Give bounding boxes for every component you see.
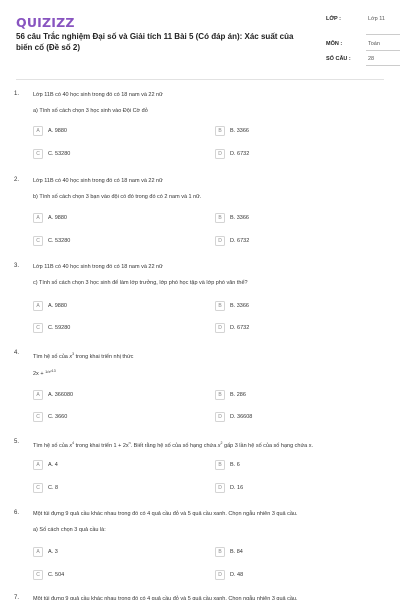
option-b[interactable] — [215, 460, 355, 470]
math-expression — [33, 369, 388, 377]
question-text-part: trong khai triển nhị thức — [74, 353, 134, 360]
info-class-value: Lớp 11 — [368, 16, 385, 22]
question-number: 6. — [14, 510, 20, 516]
option-b-text: B. 84 — [230, 548, 243, 555]
option-d-checkbox[interactable]: D — [215, 149, 225, 159]
question-text: Lớp 11B có 40 học sinh trong đó có 18 nam và 22 nữ — [33, 178, 163, 184]
option-d-checkbox[interactable]: D — [215, 570, 225, 580]
option-c[interactable] — [33, 236, 173, 246]
question-text-part: gấp 3 lần hệ số của số hạng chứa x. — [222, 442, 314, 449]
option-d-checkbox[interactable]: D — [215, 483, 225, 493]
question-text: Lớp 11B có 40 học sinh trong đó có 18 nam và 22 nữ — [33, 264, 163, 270]
option-d[interactable] — [215, 236, 355, 246]
math-variable: x — [217, 442, 221, 449]
math-expression: 1 + 2x — [113, 442, 129, 449]
option-b-text: B. 3366 — [230, 214, 249, 221]
math-exponent: n — [128, 441, 131, 445]
option-c-checkbox[interactable]: C — [33, 483, 43, 493]
question-text-part: . Biết rằng hệ số của số hạng chứa — [130, 442, 218, 449]
option-a-text: A. 9880 — [48, 214, 67, 221]
option-b-checkbox[interactable]: B — [215, 460, 225, 470]
option-b-text: B. 6 — [230, 461, 240, 468]
question-subtext: c) Tính số cách chọn 3 học sinh để làm lớp trưởng, lớp phó học tập và lớp phó văn thể? — [33, 280, 248, 286]
option-c[interactable] — [33, 412, 173, 422]
math-exponent: 13 — [51, 369, 56, 374]
option-c[interactable] — [33, 149, 173, 159]
option-d-text: D. 6732 — [230, 324, 250, 331]
option-a-text: A. 9880 — [48, 127, 67, 134]
option-a-text: A. 4 — [48, 461, 58, 468]
math-exponent: 3 — [72, 352, 75, 356]
option-b[interactable] — [215, 301, 355, 311]
option-d[interactable] — [215, 412, 355, 422]
option-a-checkbox[interactable]: A — [33, 390, 43, 400]
math-exponent: 4 — [72, 441, 75, 445]
option-b-checkbox[interactable]: B — [215, 126, 225, 136]
option-b-text: B. 286 — [230, 391, 246, 398]
option-c-checkbox[interactable]: C — [33, 149, 43, 159]
math-fraction: 1/x² — [45, 369, 52, 374]
header-divider — [16, 79, 384, 80]
option-a-text: A. 9880 — [48, 302, 67, 309]
math-variable: x — [69, 442, 73, 449]
option-c-text: C. 3660 — [48, 413, 68, 420]
question-subtext: a) Số cách chọn 3 quả cầu là: — [33, 527, 106, 533]
worksheet-header — [0, 0, 400, 70]
option-c-checkbox[interactable]: C — [33, 570, 43, 580]
option-d-text: D. 36608 — [230, 413, 253, 420]
option-d[interactable] — [215, 483, 355, 493]
option-d[interactable] — [215, 149, 355, 159]
option-c-text: C. 8 — [48, 484, 59, 491]
question-number: 1. — [14, 91, 20, 97]
option-c-checkbox[interactable]: C — [33, 412, 43, 422]
math-variable: x — [69, 353, 73, 360]
option-d-text: D. 16 — [230, 484, 244, 491]
option-a-text: A. 366080 — [48, 391, 74, 398]
math-exponent: 2 — [220, 441, 223, 445]
question-number: 3. — [14, 263, 20, 269]
option-b-checkbox[interactable]: B — [215, 390, 225, 400]
question-text: Một túi đựng 9 quả cầu khác nhau trong đó có 4 quả cầu đỏ và 5 quả cầu xanh. Chọn ngẫu nhiên 3 quả cầu. — [33, 596, 298, 600]
question-text-part: Tìm hệ số của — [33, 353, 70, 360]
option-d-text: D. 48 — [230, 571, 244, 578]
option-b[interactable] — [215, 547, 355, 557]
option-a-text: A. 3 — [48, 548, 58, 555]
math-expression-base: 2x + — [33, 371, 46, 377]
option-d-text: D. 6732 — [230, 237, 250, 244]
question-text-part: Tìm hệ số của — [33, 442, 70, 449]
info-class-line — [366, 34, 400, 35]
info-count-label: SỐ CÂU : — [326, 56, 351, 62]
option-d-text: D. 6732 — [230, 150, 250, 157]
question-number: 2. — [14, 177, 20, 183]
info-count-value: 28 — [368, 56, 375, 62]
option-b[interactable] — [215, 213, 355, 223]
option-a-checkbox[interactable]: A — [33, 126, 43, 136]
question-text — [33, 439, 388, 450]
quizizz-logo: QUIZIZZ — [16, 15, 75, 30]
info-subject-line — [366, 50, 400, 51]
question-text-part: trong khai triển — [74, 442, 114, 449]
option-a[interactable] — [33, 390, 173, 400]
question-subtext: a) Tính số cách chọn 3 học sinh vào Đội Cờ đỏ — [33, 108, 148, 114]
question-text — [33, 350, 388, 361]
option-a-checkbox[interactable]: A — [33, 460, 43, 470]
question-number: 4. — [14, 350, 20, 356]
option-d[interactable] — [215, 570, 355, 580]
question-subtext: b) Tính số cách chọn 3 bạn vào đội có đó trong đó có 2 nam và 1 nữ. — [33, 194, 202, 200]
option-d-checkbox[interactable]: D — [215, 412, 225, 422]
option-b-checkbox[interactable]: B — [215, 547, 225, 557]
info-subject-value: Toán — [368, 41, 380, 47]
question-text: Một túi đựng 9 quả cầu khác nhau trong đó có 4 quả cầu đỏ và 5 quả cầu xanh. Chọn ngẫu nhiên 3 quả cầu. — [33, 511, 298, 517]
info-subject-label: MÔN : — [326, 41, 343, 47]
option-a[interactable] — [33, 213, 173, 223]
option-c-text: C. 53280 — [48, 237, 71, 244]
option-b-checkbox[interactable]: B — [215, 213, 225, 223]
option-a-checkbox[interactable]: A — [33, 547, 43, 557]
option-b[interactable] — [215, 390, 355, 400]
option-b-checkbox[interactable]: B — [215, 301, 225, 311]
option-c-checkbox[interactable]: C — [33, 236, 43, 246]
option-d[interactable] — [215, 323, 355, 333]
option-c[interactable] — [33, 570, 173, 580]
option-b-text: B. 3366 — [230, 127, 249, 134]
option-b-text: B. 3366 — [230, 302, 249, 309]
option-d-checkbox[interactable]: D — [215, 323, 225, 333]
option-a[interactable] — [33, 301, 173, 311]
option-c-checkbox[interactable]: C — [33, 323, 43, 333]
option-c-text: C. 504 — [48, 571, 65, 578]
question-text: Lớp 11B có 40 học sinh trong đó có 18 nam và 22 nữ — [33, 92, 163, 98]
info-class-label: LỚP : — [326, 16, 341, 22]
option-c[interactable] — [33, 323, 173, 333]
option-d-checkbox[interactable]: D — [215, 236, 225, 246]
option-a[interactable] — [33, 460, 173, 470]
option-a-checkbox[interactable]: A — [33, 301, 43, 311]
option-a-checkbox[interactable]: A — [33, 213, 43, 223]
info-count-line — [366, 65, 400, 66]
worksheet-title: 56 câu Trắc nghiệm Đại số và Giải tích 11 Bài 5 (Có đáp án): Xác suất của biến cố (Đề số 2) — [16, 32, 294, 52]
option-b[interactable] — [215, 126, 355, 136]
option-c-text: C. 59280 — [48, 324, 71, 331]
question-number: 5. — [14, 439, 20, 445]
option-c[interactable] — [33, 483, 173, 493]
option-c-text: C. 53280 — [48, 150, 71, 157]
option-a[interactable] — [33, 547, 173, 557]
option-a[interactable] — [33, 126, 173, 136]
question-number: 7. — [14, 595, 20, 600]
